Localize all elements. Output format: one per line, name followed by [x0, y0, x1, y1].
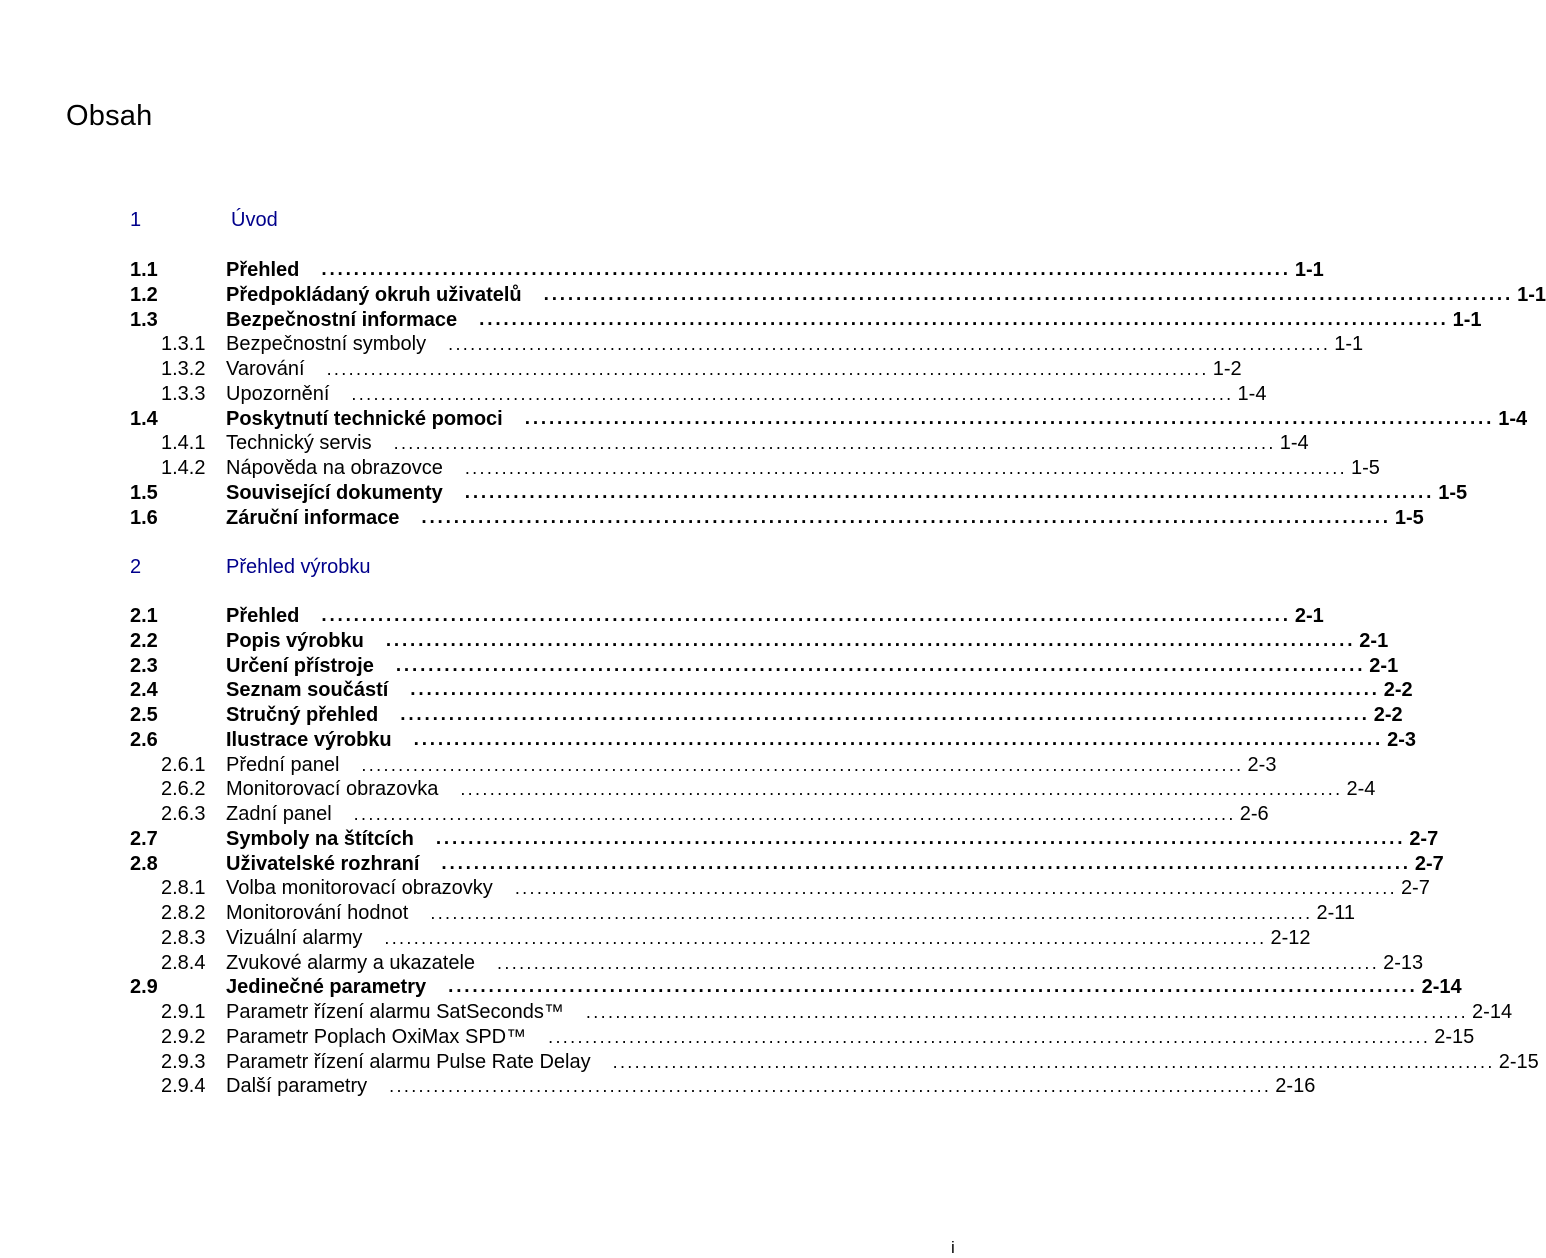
toc-entry[interactable] [130, 827, 1439, 852]
toc-entry-page: 2-3 [1387, 728, 1416, 751]
toc-entry-title-row [226, 852, 1444, 876]
toc-entry-label: Symboly na štítcích [226, 827, 414, 850]
toc-entry[interactable] [130, 901, 1356, 926]
toc-entry-page: 2-14 [1421, 976, 1462, 999]
toc-entry-page: 2-6 [1239, 803, 1269, 825]
dot-leader: ........................................................................................................................ [361, 754, 1244, 775]
dot-leader: ........................................................................................................................ [585, 1002, 1469, 1022]
toc-entry-label: Parametr řízení alarmu Pulse Rate Delay [226, 1050, 591, 1073]
toc-entry-title-row [226, 407, 1528, 431]
toc-entry-title-row [226, 332, 1364, 356]
toc-entry-page: 1-5 [1438, 481, 1468, 504]
toc-entry-label: Další parametry [226, 1075, 368, 1098]
toc-entry-number: 1.2 [130, 283, 158, 306]
toc-entry-number: 2.3 [130, 654, 158, 677]
toc-entry-label: Přední panel [226, 753, 340, 776]
dot-leader: ........................................................................................................................ [326, 359, 1209, 379]
toc-entry-label: Uživatelské rozhraní [226, 852, 420, 875]
toc-entry-title-row [226, 975, 1462, 999]
toc-entry-number: 2.9 [130, 976, 158, 999]
toc-entry-page: 1-5 [1350, 457, 1380, 479]
toc-entry-page: 2-14 [1472, 1001, 1513, 1023]
toc-entry[interactable] [130, 1025, 1475, 1050]
dot-leader: ........................................................................................................................ [393, 433, 1276, 454]
toc-entry-title-row [226, 951, 1424, 975]
toc-entry-label: Přehled [226, 259, 300, 281]
toc-entry-number: 2.8.2 [161, 902, 206, 924]
chapter-title: Úvod [231, 209, 278, 231]
toc-entry-title-row [226, 901, 1356, 925]
toc-entry-number: 1.1 [130, 259, 158, 281]
toc-entry-number: 2.9.2 [161, 1025, 206, 1048]
toc-entry-number: 1.4.1 [161, 432, 206, 455]
chapter-number: 2 [130, 556, 142, 578]
toc-entry-page: 1-4 [1279, 432, 1309, 455]
toc-entry-page: 2-2 [1373, 704, 1403, 726]
toc-entry-number: 2.6.3 [161, 803, 206, 825]
toc-entry-number: 2.6.1 [161, 753, 206, 776]
toc-entry-label: Vizuální alarmy [226, 926, 363, 949]
toc-entry-number: 1.4.2 [161, 457, 206, 479]
toc-entry-title-row [226, 357, 1242, 381]
dot-leader: ........................................................................................................................ [435, 827, 1406, 849]
toc-entry[interactable] [130, 728, 1416, 753]
toc-entry-page: 2-1 [1294, 605, 1324, 627]
toc-entry-page: 1-4 [1498, 407, 1528, 430]
toc-entry-title-row [226, 456, 1380, 480]
toc-entry[interactable] [130, 777, 1376, 802]
toc-entry-label: Záruční informace [226, 506, 400, 529]
toc-list-chapter-2 [130, 604, 1539, 1099]
toc-entry-title-row [226, 629, 1389, 653]
dot-leader: ........................................................................................................................ [413, 728, 1384, 750]
toc-entry[interactable] [130, 258, 1324, 283]
dot-leader: ........................................................................................................................ [384, 927, 1267, 948]
dot-leader: ........................................................................................................................ [464, 481, 1435, 503]
toc-entry-title-row [226, 604, 1324, 628]
dot-leader: ........................................................................................................................ [464, 458, 1347, 478]
toc-entry-number: 2.2 [130, 629, 158, 652]
toc-entry-label: Přehled [226, 605, 300, 627]
toc-entry[interactable] [130, 357, 1242, 382]
dot-leader: ........................................................................................................................ [430, 903, 1313, 923]
toc-entry-number: 2.4 [130, 679, 158, 702]
toc-entry-page: 1-5 [1394, 506, 1424, 529]
toc-entry-page: 2-7 [1409, 827, 1439, 850]
toc-entry[interactable] [130, 951, 1424, 976]
toc-entry-number: 1.4 [130, 407, 158, 430]
dot-leader: ........................................................................................................................ [321, 259, 1291, 280]
toc-entry-number: 1.3.1 [161, 333, 206, 356]
toc-entry-page: 2-3 [1247, 753, 1277, 776]
toc-entry-title-row [226, 481, 1468, 505]
toc-entry[interactable] [130, 703, 1403, 728]
toc-entry-title-row [226, 926, 1311, 950]
toc-entry-label: Popis výrobku [226, 629, 364, 652]
toc-entry-label: Upozornění [226, 382, 330, 405]
toc-entry-number: 1.3 [130, 308, 158, 331]
toc-entry-label: Monitorovací obrazovka [226, 778, 439, 801]
toc-entry-title-row [226, 777, 1376, 801]
toc-entry-page: 1-1 [1294, 259, 1324, 281]
toc-entry[interactable] [130, 852, 1444, 877]
dot-leader: ........................................................................................................................ [421, 506, 1391, 528]
toc-entry[interactable] [130, 481, 1468, 506]
toc-entry-number: 2.1 [130, 605, 158, 627]
toc-entry-number: 2.6.2 [161, 778, 206, 801]
dot-leader: ........................................................................................................................ [612, 1051, 1495, 1072]
toc-list-chapter-1 [130, 258, 1546, 530]
toc-entry[interactable] [130, 431, 1309, 456]
dot-leader: ........................................................................................................................ [479, 308, 1449, 330]
dot-leader: ........................................................................................................................ [353, 804, 1236, 824]
toc-entry-number: 1.6 [130, 506, 158, 529]
chapter-heading-1[interactable] [130, 208, 830, 232]
dot-leader: ........................................................................................................................ [385, 629, 1356, 651]
toc-entry-number: 2.8.3 [161, 926, 206, 949]
toc-entry-label: Seznam součástí [226, 679, 389, 702]
toc-entry-number: 2.6 [130, 728, 158, 751]
toc-entry-title-row [226, 1000, 1513, 1024]
toc-entry-page: 2-1 [1369, 654, 1399, 677]
toc-entry-number: 1.3.2 [161, 358, 206, 380]
dot-leader: ........................................................................................................................ [389, 1076, 1272, 1097]
toc-entry-page: 1-2 [1212, 358, 1242, 380]
toc-entry-title-row [226, 827, 1439, 851]
toc-entry-number: 2.9.3 [161, 1050, 206, 1073]
chapter-heading-2[interactable] [130, 555, 830, 579]
toc-entry-title-row [226, 283, 1546, 307]
dot-leader: ........................................................................................................................ [400, 704, 1370, 725]
toc-entry-title-row [226, 308, 1482, 332]
dot-leader: ........................................................................................................................ [448, 976, 1418, 998]
toc-entry[interactable] [130, 678, 1413, 703]
toc-entry-label: Ilustrace výrobku [226, 728, 392, 751]
chapter-number: 1 [130, 209, 142, 231]
toc-entry-label: Nápověda na obrazovce [226, 457, 443, 479]
toc-entry-title-row [226, 728, 1416, 752]
toc-entry-page: 2-11 [1316, 902, 1356, 924]
toc-entry[interactable] [130, 802, 1269, 827]
toc-entry-title-row [226, 678, 1413, 702]
toc-entry-page: 2-1 [1359, 629, 1389, 652]
toc-entry[interactable] [130, 926, 1311, 951]
dot-leader: ........................................................................................................................ [410, 679, 1380, 701]
toc-entry-page: 2-15 [1498, 1050, 1539, 1073]
toc-entry[interactable] [130, 629, 1389, 654]
toc-entry-label: Monitorování hodnot [226, 902, 409, 924]
toc-entry-page: 1-1 [1334, 333, 1364, 356]
toc-entry-page: 1-1 [1517, 283, 1546, 306]
toc-entry[interactable] [130, 1000, 1513, 1025]
toc-entry-page: 2-15 [1434, 1025, 1475, 1048]
toc-entry-title-row [226, 1050, 1539, 1074]
toc-entry-label: Technický servis [226, 432, 372, 455]
toc-entry-page: 1-4 [1237, 382, 1267, 405]
toc-entry-label: Varování [226, 358, 305, 380]
toc-entry[interactable] [130, 975, 1462, 1000]
dot-leader: ........................................................................................................................ [543, 283, 1514, 305]
page-number: i [951, 1238, 955, 1257]
toc-entry-title-row [226, 1025, 1475, 1049]
toc-entry-title-row [226, 1074, 1316, 1098]
toc-entry-page: 2-2 [1383, 679, 1413, 702]
toc-entry[interactable] [130, 604, 1324, 629]
dot-leader: ........................................................................................................................ [460, 779, 1343, 800]
toc-entry[interactable] [130, 332, 1364, 357]
toc-entry[interactable] [130, 308, 1482, 333]
toc-entry-number: 1.5 [130, 481, 158, 504]
toc-entry-number: 2.9.4 [161, 1075, 206, 1098]
toc-entry-title-row [226, 654, 1399, 678]
toc-entry-number: 2.8.4 [161, 951, 206, 974]
toc-entry-label: Zvukové alarmy a ukazatele [226, 951, 476, 974]
dot-leader: ........................................................................................................................ [548, 1026, 1431, 1047]
toc-entry[interactable] [130, 876, 1430, 901]
toc-entry-page: 1-1 [1452, 308, 1482, 331]
toc-entry-title-row [226, 506, 1424, 530]
toc-entry-page: 2-12 [1270, 926, 1311, 949]
toc-entry[interactable] [130, 506, 1424, 531]
toc-entry-page: 2-13 [1383, 951, 1424, 974]
dot-leader: ........................................................................................................................ [448, 334, 1331, 355]
toc-entry-title-row [226, 753, 1277, 777]
toc-entry-label: Bezpečnostní symboly [226, 333, 427, 356]
toc-entry[interactable] [130, 654, 1399, 679]
toc-entry-number: 2.8 [130, 852, 158, 875]
dot-leader: ........................................................................................................................ [351, 383, 1234, 404]
toc-entry-number: 2.5 [130, 704, 158, 726]
toc-entry-label: Poskytnutí technické pomoci [226, 407, 503, 430]
toc-entry[interactable] [130, 456, 1380, 481]
toc-entry-label: Bezpečnostní informace [226, 308, 458, 331]
toc-entry-title-row [226, 431, 1309, 455]
toc-entry[interactable] [130, 382, 1267, 407]
toc-entry-number: 2.8.1 [161, 877, 206, 900]
dot-leader: ........................................................................................................................ [524, 407, 1495, 429]
dot-leader: ........................................................................................................................ [441, 852, 1411, 874]
toc-entry-label: Parametr řízení alarmu SatSeconds™ [226, 1001, 564, 1023]
toc-entry-label: Související dokumenty [226, 481, 443, 504]
toc-entry-page: 2-4 [1346, 778, 1376, 801]
toc-entry-title-row [226, 876, 1430, 900]
toc-entry-title-row [226, 382, 1267, 406]
toc-entry-page: 2-7 [1414, 852, 1444, 875]
toc-entry-label: Zadní panel [226, 803, 332, 825]
toc-entry[interactable] [130, 283, 1546, 308]
toc-entry-number: 2.7 [130, 827, 158, 850]
toc-entry[interactable] [130, 1074, 1316, 1099]
toc-entry-title-row [226, 703, 1403, 727]
toc-entry-page: 2-16 [1275, 1075, 1316, 1098]
toc-entry-label: Parametr Poplach OxiMax SPD™ [226, 1025, 527, 1048]
dot-leader: ........................................................................................................................ [514, 878, 1397, 899]
toc-entry-page: 2-7 [1400, 877, 1430, 900]
toc-entry-title-row [226, 802, 1269, 826]
toc-entry-label: Předpokládaný okruh uživatelů [226, 283, 522, 306]
toc-entry-label: Stručný přehled [226, 704, 379, 726]
toc-entry-number: 1.3.3 [161, 382, 206, 405]
page-title: Obsah [66, 100, 153, 132]
toc-entry[interactable] [130, 407, 1528, 432]
toc-entry-label: Volba monitorovací obrazovky [226, 877, 493, 900]
toc-entry-title-row [226, 258, 1324, 282]
chapter-title: Přehled výrobku [226, 556, 371, 578]
dot-leader: ........................................................................................................................ [395, 654, 1366, 676]
toc-entry-number: 2.9.1 [161, 1001, 206, 1023]
toc-entry-label: Určení přístroje [226, 654, 374, 677]
toc-entry[interactable] [130, 753, 1277, 778]
toc-entry[interactable] [130, 1050, 1539, 1075]
dot-leader: ........................................................................................................................ [321, 605, 1291, 626]
toc-entry-label: Jedinečné parametry [226, 976, 427, 999]
dot-leader: ........................................................................................................................ [497, 952, 1380, 973]
